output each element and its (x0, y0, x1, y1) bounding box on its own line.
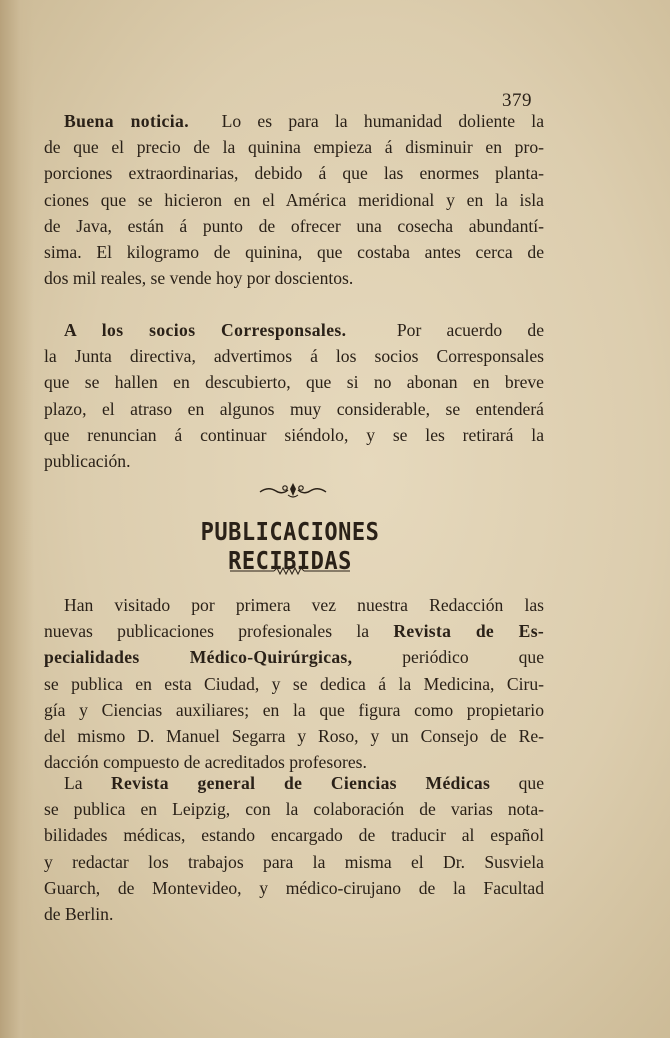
paragraph-lead: A los socios Corresponsales. (64, 320, 347, 340)
paragraph-socios-corresponsales (44, 317, 544, 474)
text-line: de que el precio de la quinina empieza á disminuir en pro- (44, 137, 544, 158)
text-line: y redactar los trabajos para la misma el Dr. Susviela (44, 851, 544, 872)
text-line: plazo, el atraso en algunos muy considerable, se entenderá (44, 398, 544, 419)
fleuron-ornament-icon (258, 480, 328, 500)
paragraph-publicaciones-1 (44, 592, 544, 775)
text-line: que renuncian á continuar siéndolo, y se les retirará la (44, 424, 544, 445)
text-line: dacción compuesto de acreditados profesores. (44, 752, 367, 773)
text-line: nuevas publicaciones profesionales la Revista de Es- (44, 621, 544, 642)
text-line: se publica en esta Ciudad, y se dedica á la Medicina, Ciru- (44, 673, 544, 694)
paragraph-publicaciones-2 (44, 770, 544, 927)
paragraph-buena-noticia (44, 108, 544, 291)
text-line: Buena noticia. Lo es para la humanidad doliente la (64, 111, 545, 131)
text-line: La Revista general de Ciencias Médicas que (64, 773, 545, 793)
text-line: que se hallen en descubierto, que si no abonan en breve (44, 372, 544, 393)
text-line: A los socios Corresponsales. Por acuerdo de (64, 320, 544, 340)
section-heading: PUBLICACIONES RECIBIDAS (200, 518, 380, 576)
text-line: pecialidades Médico-Quirúrgicas, periódico que (44, 647, 544, 668)
paragraph-lead: Buena noticia. (64, 111, 190, 131)
text-line: porciones extraordinarias, debido á que las enormes planta- (44, 163, 544, 184)
text-line: la Junta directiva, advertimos á los socios Corresponsales (44, 346, 544, 367)
page-binding-shadow (0, 0, 34, 1038)
wavy-rule-icon (230, 566, 350, 576)
text-line: Han visitado por primera vez nuestra Redacción las (64, 595, 544, 615)
page-number: 379 (502, 90, 532, 111)
text-line: dos mil reales, se vende hoy por doscientos. (44, 268, 354, 289)
text-line: gía y Ciencias auxiliares; en la que figura como propietario (44, 699, 544, 720)
text-line: sima. El kilogramo de quinina, que costaba antes cerca de (44, 242, 544, 263)
text-line: bilidades médicas, estando encargado de traducir al español (44, 825, 544, 846)
journal-title: pecialidades Médico-Quirúrgicas, (44, 647, 353, 668)
journal-title: Revista general de Ciencias Médicas (110, 773, 491, 793)
text-line: se publica en Leipzig, con la colaboración de varias nota- (44, 799, 544, 820)
journal-title: Revista de Es- (393, 621, 544, 642)
text-line: de Java, están á punto de ofrecer una cosecha abundantí- (44, 215, 544, 236)
text-line: ciones que se hicieron en el América meridional y en la isla (44, 189, 544, 210)
text-line: publicación. (44, 451, 131, 472)
text-line: de Berlin. (44, 904, 114, 925)
text-line: del mismo D. Manuel Segarra y Roso, y un Consejo de Re- (44, 726, 544, 747)
text-line: Guarch, de Montevideo, y médico-cirujano de la Facultad (44, 877, 544, 898)
